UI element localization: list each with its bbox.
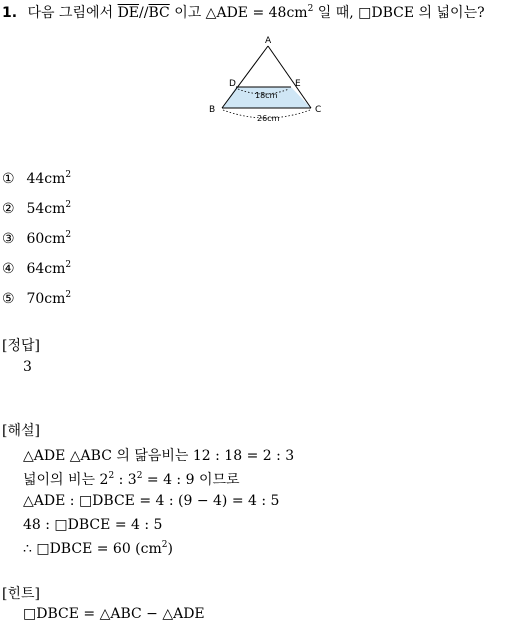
explanation-line-5c: )	[167, 541, 173, 557]
choice-value: 64cm	[26, 261, 66, 277]
choice-mark: ①	[2, 171, 15, 187]
choice-5[interactable]	[2, 291, 71, 307]
choice-sup: 2	[65, 200, 72, 210]
explanation-sup-a: 2	[108, 471, 115, 481]
question-sup: 2	[307, 4, 314, 14]
explanation-line-2a: 넓이의 비는 2	[23, 472, 109, 488]
label-e: E	[295, 79, 301, 89]
label-b: B	[209, 105, 216, 115]
question-text-mid: 이고 △ADE = 48cm	[174, 5, 308, 21]
choice-mark: ②	[2, 201, 15, 217]
question-number: 1.	[2, 5, 18, 21]
explanation-line-5a: ∴ □DBCE = 60 (cm	[23, 541, 162, 557]
choice-value: 54cm	[26, 201, 66, 217]
label-a: A	[265, 36, 272, 46]
explanation-line-1: △ADE △ABC 의 닮음비는 12 : 18 = 2 : 3	[23, 448, 295, 464]
explanation-line-5	[23, 541, 173, 557]
choice-mark: ⑤	[2, 291, 15, 307]
answer-value: 3	[23, 359, 32, 375]
question	[2, 2, 485, 22]
explanation-sup-b: 2	[136, 471, 143, 481]
choice-value: 60cm	[26, 231, 66, 247]
choice-3[interactable]	[2, 231, 71, 247]
label-d: D	[229, 79, 236, 89]
choice-value: 70cm	[26, 291, 66, 307]
question-text-post: 일 때, □DBCE 의 넓이는?	[317, 5, 485, 21]
choice-4[interactable]	[2, 261, 71, 277]
label-c: C	[315, 105, 322, 115]
choice-2[interactable]	[2, 201, 71, 217]
choice-sup: 2	[65, 230, 72, 240]
segment-de: $\overline{DE}$	[117, 5, 140, 21]
choice-value: 44cm	[26, 171, 66, 187]
explanation-line-2	[23, 469, 240, 489]
explanation-sup-c: 2	[161, 540, 168, 550]
explanation-line-3: △ADE : □DBCE = 4 : (9 − 4) = 4 : 5	[23, 493, 280, 509]
explanation-title: [해설]	[2, 423, 40, 439]
explanation-line-2e: = 4 : 9 이므로	[142, 472, 240, 488]
label-bc-length: 26cm	[257, 114, 280, 123]
segment-bc: $\overline{BC}$	[148, 5, 170, 21]
choice-sup: 2	[65, 260, 72, 270]
parallel-sign: //	[139, 5, 149, 21]
figure-svg	[205, 32, 330, 124]
answer-title: [정답]	[2, 338, 40, 354]
explanation-line-4: 48 : □DBCE = 4 : 5	[23, 517, 163, 533]
hint-title: [힌트]	[2, 586, 40, 602]
choice-mark: ③	[2, 231, 15, 247]
trapezoid-figure	[205, 32, 330, 124]
choice-sup: 2	[65, 290, 72, 300]
label-de-length: 18cm	[255, 91, 278, 100]
choice-mark: ④	[2, 261, 15, 277]
explanation-line-2c: : 3	[114, 472, 137, 488]
choice-sup: 2	[65, 170, 72, 180]
choice-1[interactable]	[2, 171, 71, 187]
question-text-pre: 다음 그림에서	[27, 5, 114, 21]
hint-line-1: □DBCE = △ABC − △ADE	[23, 606, 205, 622]
